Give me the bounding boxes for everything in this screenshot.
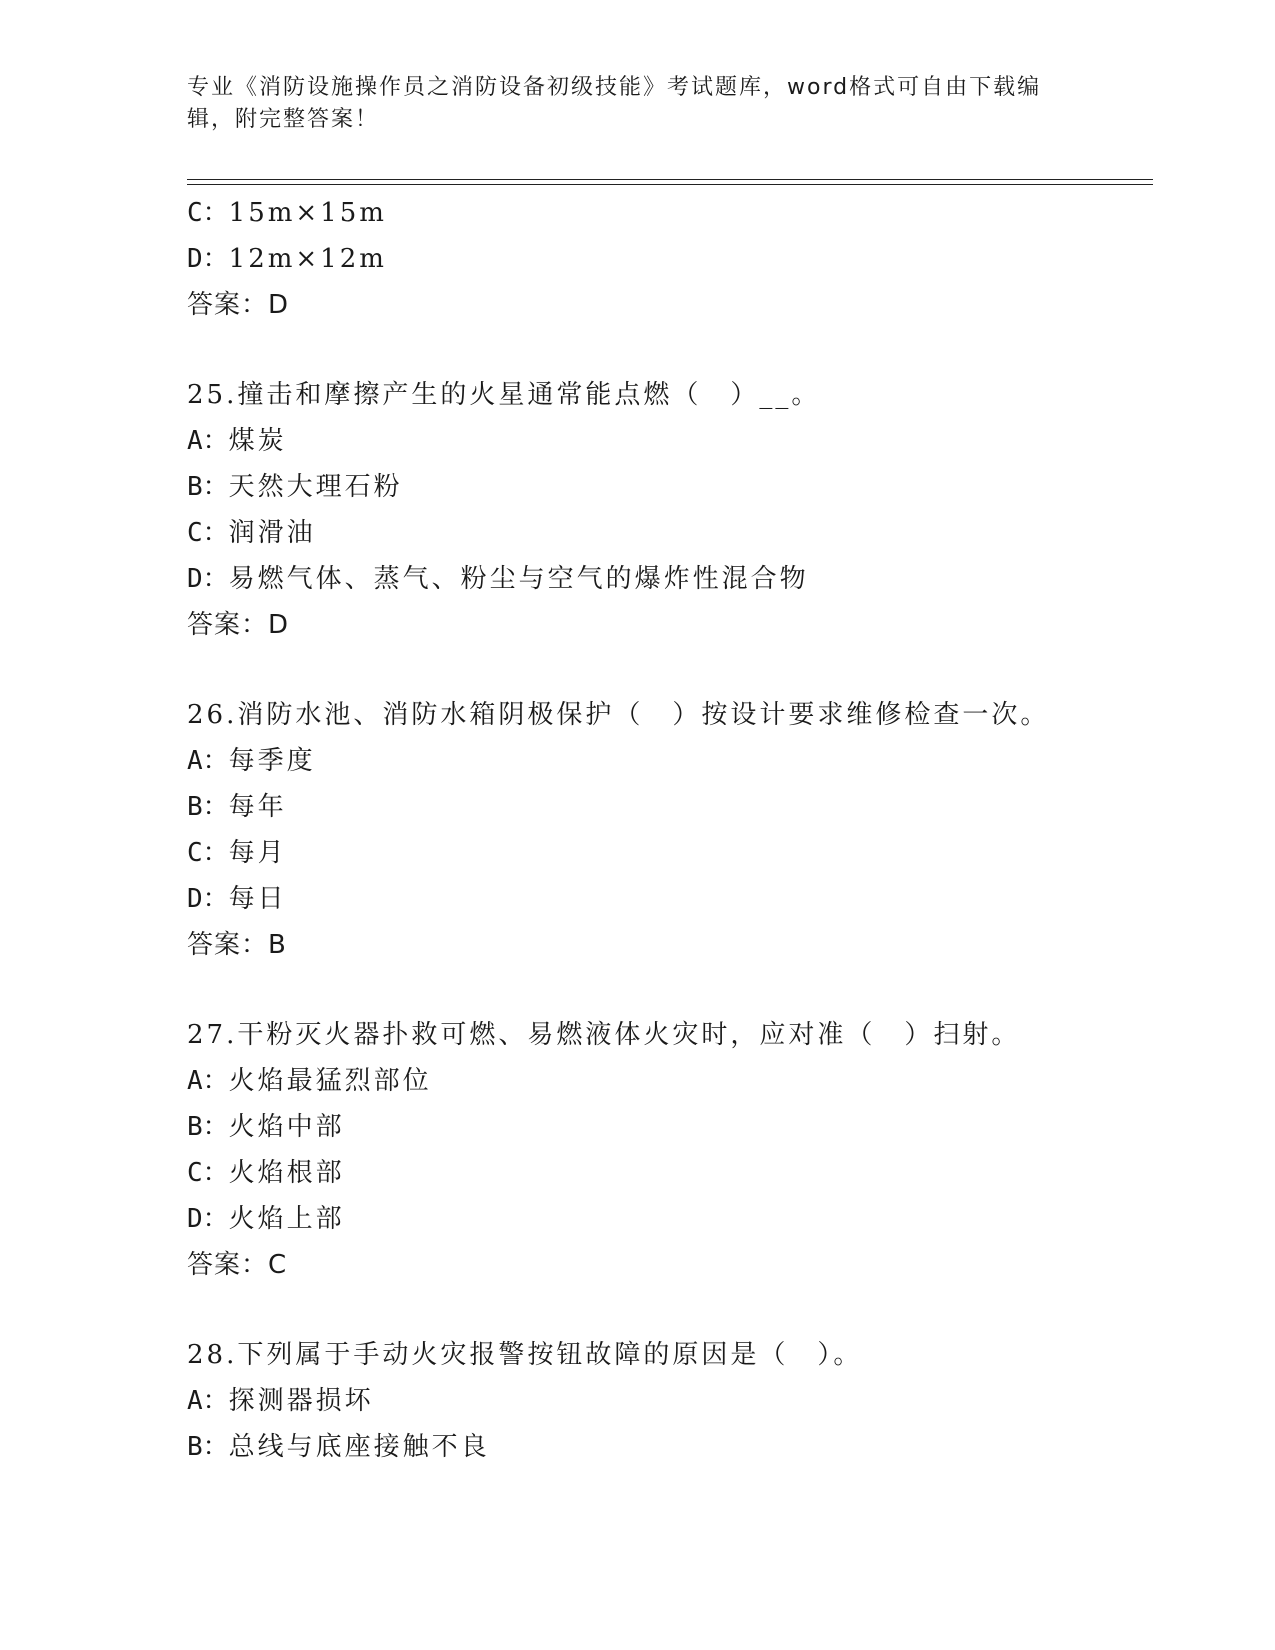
option-d	[187, 236, 1153, 282]
option-text: 润滑油	[228, 518, 316, 548]
option-key: C：	[187, 198, 229, 228]
option-text: 15m×15m	[228, 198, 387, 228]
document-header	[187, 72, 1067, 136]
option-d	[187, 876, 1153, 922]
option-text: 每季度	[228, 746, 316, 776]
option-text: 12m×12m	[228, 244, 387, 274]
question-stem: 28.下列属于手动火灾报警按钮故障的原因是（ ）。	[187, 1340, 863, 1370]
answer-line: 答案：D	[187, 610, 290, 640]
option-d	[187, 1196, 1153, 1242]
option-key: D：	[187, 884, 229, 914]
option-b	[187, 464, 1153, 510]
option-text: 煤炭	[228, 426, 287, 456]
option-text: 易燃气体、蒸气、粉尘与空气的爆炸性混合物	[228, 564, 809, 594]
answer-line: 答案：B	[187, 930, 287, 960]
option-text: 火焰根部	[228, 1158, 345, 1188]
header-divider-bottom	[187, 184, 1153, 185]
question-26	[187, 692, 1153, 968]
option-a	[187, 418, 1153, 464]
option-key: B：	[187, 472, 229, 502]
question-27	[187, 1012, 1153, 1288]
option-a	[187, 738, 1153, 784]
option-key: D：	[187, 564, 229, 594]
option-c	[187, 830, 1153, 876]
option-key: A：	[187, 1386, 229, 1416]
question-24-continued	[187, 190, 1153, 328]
question-28	[187, 1332, 1153, 1470]
option-c	[187, 510, 1153, 556]
option-b	[187, 784, 1153, 830]
header-line-2: 辑，附完整答案！	[187, 107, 380, 132]
question-stem: 26.消防水池、消防水箱阴极保护（ ）按设计要求维修检查一次。	[187, 700, 1050, 730]
question-list	[187, 190, 1153, 1470]
option-c	[187, 190, 1153, 236]
option-key: D：	[187, 244, 229, 274]
option-key: C：	[187, 838, 229, 868]
option-text: 总线与底座接触不良	[228, 1432, 490, 1462]
option-key: A：	[187, 746, 229, 776]
option-text: 探测器损坏	[228, 1386, 374, 1416]
option-key: B：	[187, 1432, 229, 1462]
option-text: 火焰上部	[228, 1204, 345, 1234]
option-key: B：	[187, 792, 229, 822]
option-key: D：	[187, 1204, 229, 1234]
option-c	[187, 1150, 1153, 1196]
header-line-1: 专业《消防设施操作员之消防设备初级技能》考试题库，word格式可自由下载编	[187, 75, 1042, 100]
answer-line: 答案：C	[187, 1250, 288, 1280]
option-text: 天然大理石粉	[228, 472, 403, 502]
option-b	[187, 1424, 1153, 1470]
question-25	[187, 372, 1153, 648]
option-b	[187, 1104, 1153, 1150]
question-stem: 25.撞击和摩擦产生的火星通常能点燃（ ）__。	[187, 380, 821, 410]
option-key: B：	[187, 1112, 229, 1142]
option-key: C：	[187, 1158, 229, 1188]
option-a	[187, 1058, 1153, 1104]
question-stem: 27.干粉灭火器扑救可燃、易燃液体火灾时，应对准（ ）扫射。	[187, 1020, 1021, 1050]
option-text: 每月	[228, 838, 287, 868]
option-a	[187, 1378, 1153, 1424]
option-text: 火焰最猛烈部位	[228, 1066, 432, 1096]
option-d	[187, 556, 1153, 602]
option-text: 每日	[228, 884, 287, 914]
option-text: 每年	[228, 792, 287, 822]
header-divider-top	[187, 179, 1153, 180]
option-key: C：	[187, 518, 229, 548]
answer-line: 答案：D	[187, 290, 290, 320]
option-key: A：	[187, 426, 229, 456]
option-text: 火焰中部	[228, 1112, 345, 1142]
option-key: A：	[187, 1066, 229, 1096]
